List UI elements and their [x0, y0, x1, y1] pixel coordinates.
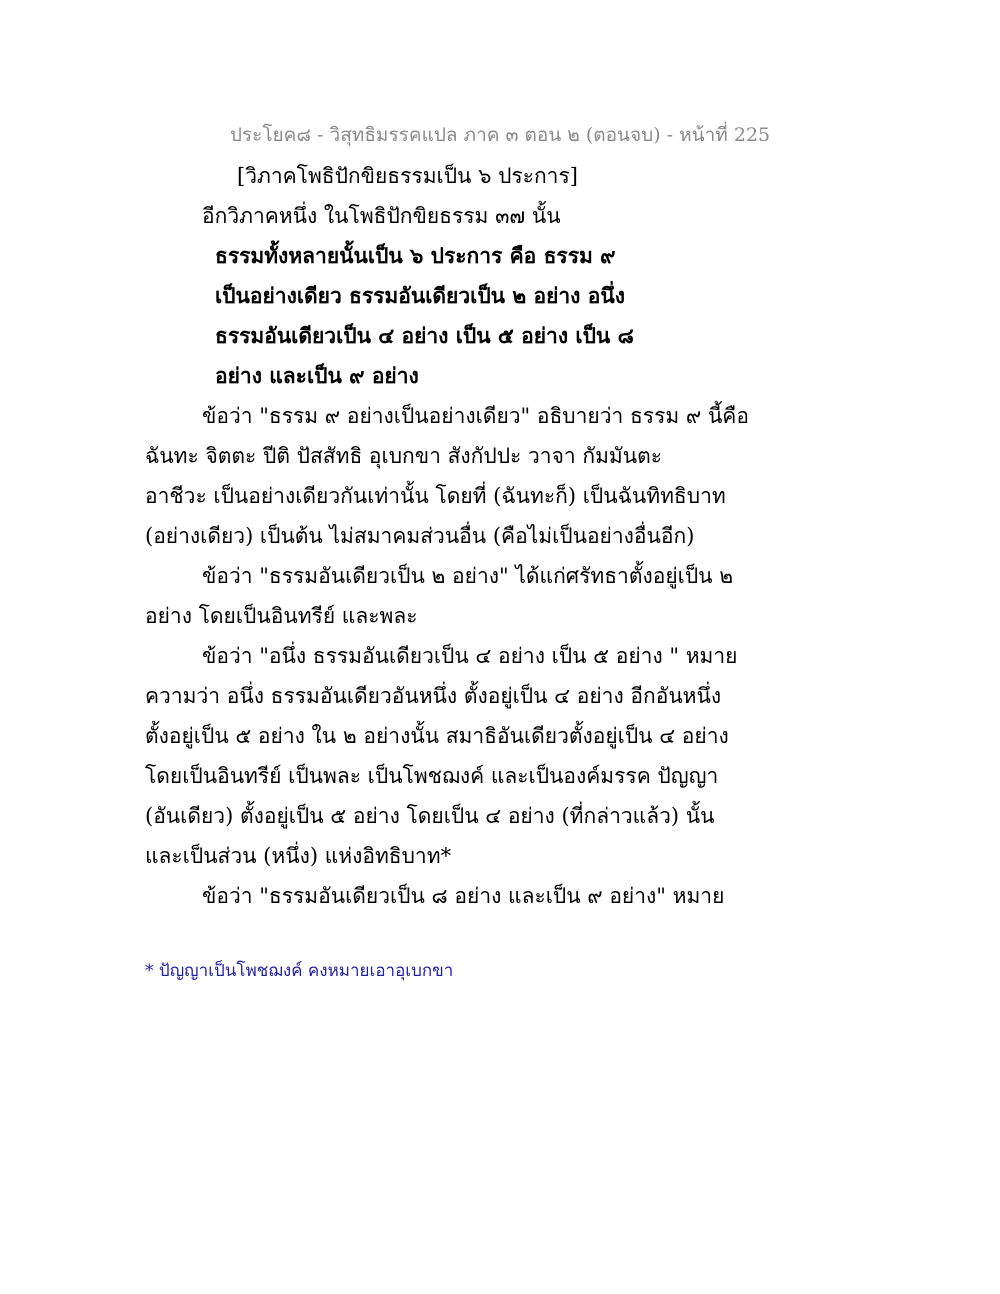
verse-line: เป็นอย่างเดียว ธรรมอันเดียวเป็น ๒ อย่าง อนึ่ง	[215, 283, 625, 308]
intro-line: อีกวิภาคหนึ่ง ในโพธิปักขิยธรรม ๓๗ นั้น	[202, 204, 561, 228]
paragraph-line: (อันเดียว) ตั้งอยู่เป็น ๕ อย่าง โดยเป็น ๔ อย่าง (ที่กล่าวแล้ว) นั้น	[145, 804, 715, 828]
paragraph-line: ความว่า อนึ่ง ธรรมอันเดียวอันหนึ่ง ตั้งอยู่เป็น ๔ อย่าง อีกอันหนึ่ง	[145, 684, 722, 708]
verse-line: ธรรมอันเดียวเป็น ๔ อย่าง เป็น ๕ อย่าง เป็น ๘	[215, 323, 634, 348]
paragraph-line: โดยเป็นอินทรีย์ เป็นพละ เป็นโพชฌงค์ และเป็นองค์มรรค ปัญญา	[145, 764, 719, 788]
paragraph-line: อาชีวะ เป็นอย่างเดียวกันเท่านั้น โดยที่ (ฉันทะก็) เป็นฉันทิทธิบาท	[145, 484, 726, 508]
verse-line: ธรรมทั้งหลายนั้นเป็น ๖ ประการ คือ ธรรม ๙	[215, 243, 616, 268]
paragraph-line: ข้อว่า "ธรรมอันเดียวเป็น ๒ อย่าง" ได้แก่ศรัทธาตั้งอยู่เป็น ๒	[202, 564, 734, 588]
verse-line: อย่าง และเป็น ๙ อย่าง	[215, 363, 419, 388]
footnote: * ปัญญาเป็นโพชฌงค์ คงหมายเอาอุเบกขา	[145, 961, 454, 981]
paragraph-line: (อย่างเดียว) เป็นต้น ไม่สมาคมส่วนอื่น (คือไม่เป็นอย่างอื่นอีก)	[145, 524, 695, 548]
body-text	[145, 156, 749, 916]
paragraph-line: ข้อว่า "ธรรมอันเดียวเป็น ๘ อย่าง และเป็น ๙ อย่าง" หมาย	[202, 884, 725, 908]
paragraph-line: และเป็นส่วน (หนึ่ง) แห่งอิทธิบาท*	[145, 844, 452, 868]
running-header: ประโยค๘ - วิสุทธิมรรคแปล ภาค ๓ ตอน ๒ (ตอนจบ) - หน้าที่ 225	[229, 124, 771, 146]
paragraph-line: ตั้งอยู่เป็น ๕ อย่าง ใน ๒ อย่างนั้น สมาธิอันเดียวตั้งอยู่เป็น ๔ อย่าง	[145, 724, 729, 748]
paragraph-line: ข้อว่า "ธรรม ๙ อย่างเป็นอย่างเดียว" อธิบายว่า ธรรม ๙ นี้คือ	[202, 404, 749, 428]
paragraph-line: ฉันทะ จิตตะ ปีติ ปัสสัทธิ อุเบกขา สังกัปปะ วาจา กัมมันตะ	[145, 444, 663, 468]
paragraph-line: ข้อว่า "อนึ่ง ธรรมอันเดียวเป็น ๔ อย่าง เป็น ๕ อย่าง " หมาย	[202, 644, 738, 668]
section-heading: [วิภาคโพธิปักขิยธรรมเป็น ๖ ประการ]	[237, 164, 578, 188]
paragraph-line: อย่าง โดยเป็นอินทรีย์ และพละ	[145, 604, 418, 628]
